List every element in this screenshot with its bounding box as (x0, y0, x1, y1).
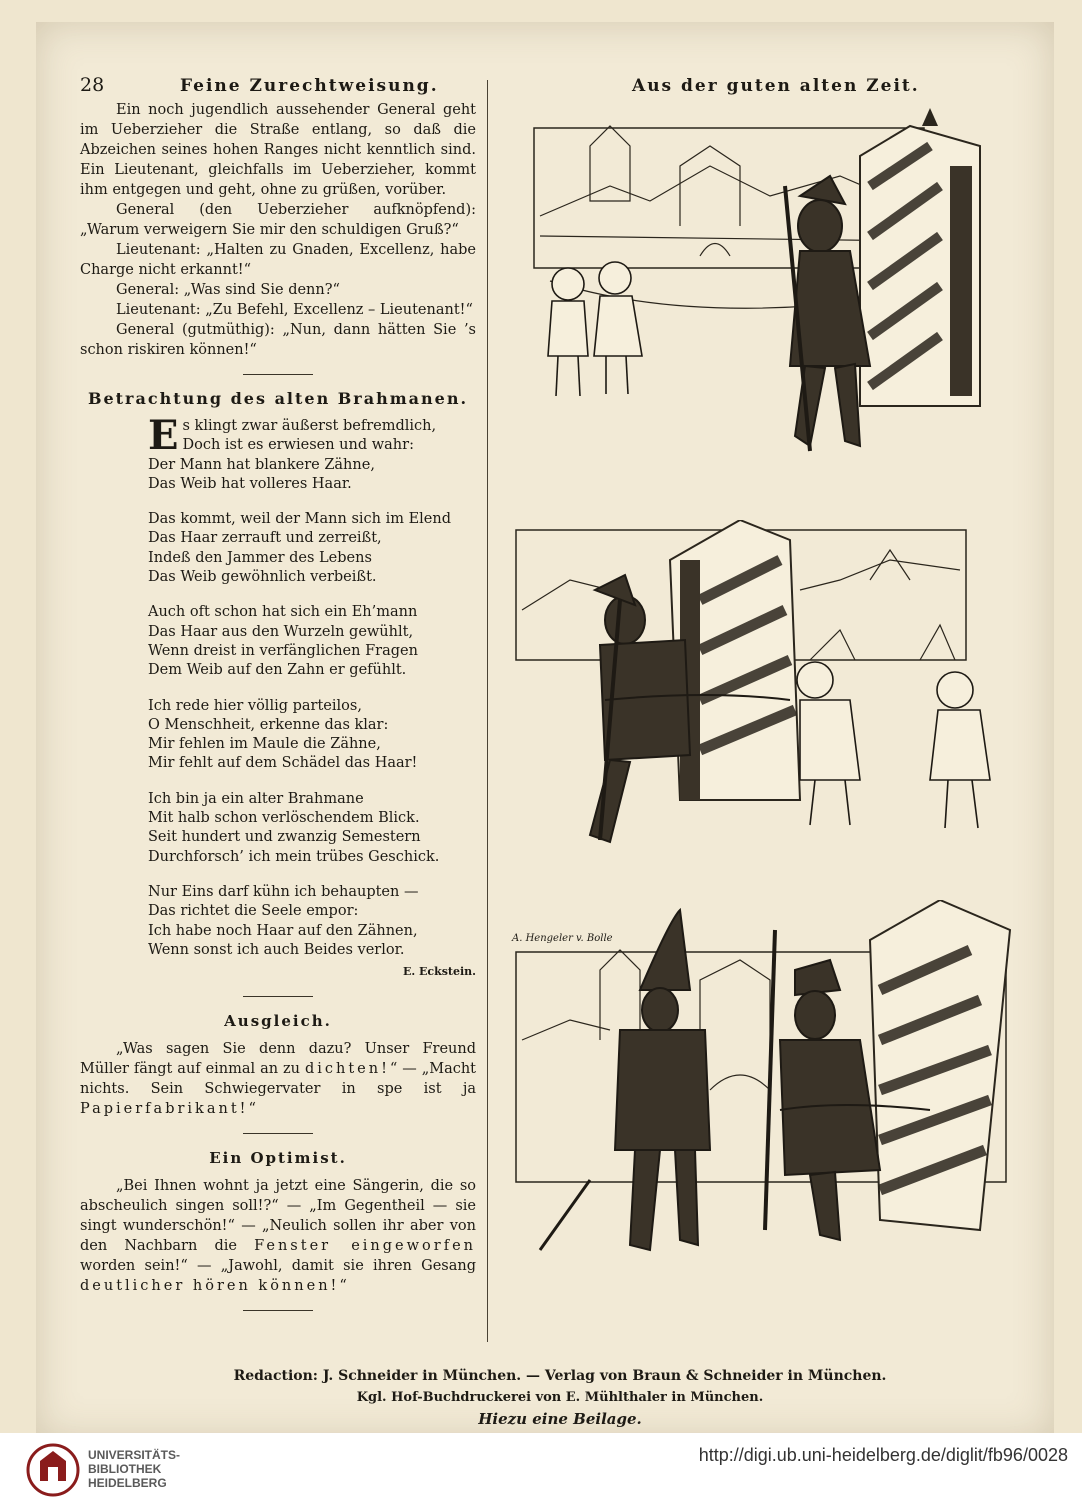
poem-line: Der Mann hat blankere Zähne, (148, 456, 375, 473)
ausgleich-title: Ausgleich. (224, 1012, 332, 1031)
poem-line: Seit hundert und zwanzig Semestern (148, 829, 421, 846)
officer-figure (540, 910, 710, 1250)
separator (243, 374, 313, 375)
poem-line: Nur Eins darf kühn ich behaupten — (148, 883, 419, 900)
text-run: worden sein!“ — „Jawohl, damit sie ihren Gesang (80, 1258, 476, 1275)
children-figures (797, 662, 990, 828)
separator (243, 996, 313, 997)
poem-line: Ich rede hier völlig parteilos, (148, 697, 362, 714)
poem (80, 412, 476, 960)
stanza (148, 510, 476, 587)
paragraph: General (den Ueberzieher aufknöpfend): „Warum verweigern Sie mir den schuldigen Gruß?“ (80, 202, 476, 238)
poem-line: s klingt zwar äußerst befremdlich, (182, 418, 437, 434)
poem-line: Ich habe noch Haar auf den Zähnen, (148, 922, 418, 939)
left-column (80, 100, 476, 1325)
dropcap: E (148, 412, 179, 459)
poem-line: Wenn dreist in verfänglichen Fragen (148, 642, 418, 659)
illustration-officer-visit (510, 900, 1030, 1340)
poem-line: Mit halb schon verlöschendem Blick. (148, 810, 420, 827)
poem-line: Auch oft schon hat sich ein Eh’mann (148, 604, 418, 621)
poem-line: Durchforsch’ ich mein trübes Geschick. (148, 848, 440, 865)
paragraph: General (gutmüthig): „Nun, dann hätten Sie ’s schon riskiren können!“ (80, 322, 476, 358)
poem-line: Mir fehlt auf dem Schädel das Haar! (148, 755, 418, 772)
column-divider (487, 80, 488, 1342)
library-logo-text (88, 1448, 180, 1490)
stanza (148, 883, 476, 960)
sentry-box (870, 900, 1010, 1230)
poem-line: O Menschheit, erkenne das klar: (148, 716, 389, 733)
poem-line: Das Weib gewöhnlich verbeißt. (148, 569, 377, 586)
paragraph: General: „Was sind Sie denn?“ (116, 282, 340, 298)
stanza (148, 697, 476, 774)
sentry-box (670, 520, 800, 800)
footer-line-3: Hiezu eine Beilage. (478, 1410, 642, 1428)
university-seal-icon (26, 1441, 80, 1499)
illustration-sleeping-guard (510, 106, 1030, 466)
separator (243, 1310, 313, 1311)
permalink-url[interactable]: http://digi.ub.uni-heidelberg.de/diglit/fb96/0028 (698, 1445, 1068, 1465)
poem-line: Wenn sonst ich auch Beides verlor. (148, 941, 405, 958)
poem-line: Das kommt, weil der Mann sich im Elend (148, 511, 452, 528)
article-title-zurechtweisung: Feine Zurechtweisung. (180, 76, 439, 96)
optimist-text (80, 1176, 476, 1296)
text-run: “ — „Macht nichts. Sein Schwiegervater in spe ist ja (80, 1061, 476, 1098)
text-run: „Was sagen Sie denn dazu? Unser Freund Müller fängt auf einmal an zu (80, 1041, 476, 1078)
paragraph: Ein noch jugendlich aussehender General geht im Ueberzieher die Straße entlang, so daß die Abzeichen seines hohen Ranges nicht kenntlich sind. Ein Lieutenant, gleichfalls im Ueberzieher, kommt ihm entgegen und geht, ohne zu grüßen, vorüber. (80, 102, 476, 198)
poem-line: Ich bin ja ein alter Brahmane (148, 790, 364, 807)
poem-line: Dem Weib auf den Zahn er gefühlt. (148, 662, 407, 679)
stanza (148, 790, 476, 867)
footer-line-1: Redaction: J. Schneider in München. — Verlag von Braun & Schneider in München. (233, 1368, 887, 1384)
sentry-box (860, 108, 980, 406)
soldier-figure (785, 176, 870, 451)
poem-line: Das richtet die Seele empor: (148, 903, 359, 920)
paragraph: Lieutenant: „Zu Befehl, Excellenz – Lieutenant!“ (116, 302, 473, 318)
logo-line: BIBLIOTHEK (88, 1462, 162, 1476)
poem-line: Das Haar zerrauft und zerreißt, (148, 530, 382, 547)
text-run-spaced: Fenster eingeworfen (254, 1238, 476, 1255)
poem-line: Mir fehlen im Maule die Zähne, (148, 736, 381, 753)
poem-line: Das Haar aus den Wurzeln gewühlt, (148, 623, 414, 640)
library-footer-bar (0, 1433, 1082, 1509)
optimist-title: Ein Optimist. (209, 1149, 347, 1168)
separator (243, 1133, 313, 1134)
footer-line-2: Kgl. Hof-Buchdruckerei von E. Mühlthaler in München. (356, 1390, 764, 1405)
stanza (148, 412, 476, 494)
stanza (148, 603, 476, 680)
page-number: 28 (80, 74, 105, 96)
column-title-alte-zeit: Aus der guten alten Zeit. (632, 76, 920, 96)
poem-line: Das Weib hat volleres Haar. (148, 475, 352, 492)
text-run-spaced: Papierfabrikant! (80, 1101, 249, 1118)
poem-title: Betrachtung des alten Brahmanen. (87, 389, 469, 408)
logo-line: UNIVERSITÄTS- (88, 1448, 181, 1462)
poem-line: Indeß den Jammer des Lebens (148, 549, 372, 566)
poem-line: Doch ist es erwiesen und wahr: (182, 437, 414, 454)
ausgleich-text (80, 1039, 476, 1119)
illustration-signature: A. Hengeler v. Bolle (512, 933, 613, 944)
text-run: “ (339, 1278, 347, 1295)
children-figures (548, 262, 642, 396)
text-run-spaced: dichten! (304, 1061, 390, 1078)
logo-line: HEIDELBERG (88, 1476, 167, 1490)
poem-author: E. Eckstein. (402, 965, 476, 979)
text-run: „Bei Ihnen wohnt ja jetzt eine Sängerin, die so abscheulich singen soll!?“ — „Im Gegentheil — sie singt wunderschön!“ — „Neulich sollen ihr aber von den Nachbarn die (80, 1178, 476, 1255)
text-run-spaced: deutlicher hören können! (80, 1278, 340, 1295)
paragraph: Lieutenant: „Halten zu Gnaden, Excellenz, habe Charge nicht erkannt!“ (80, 242, 476, 278)
illustration-guard-tied (510, 520, 1030, 860)
text-run: “ (248, 1101, 256, 1118)
